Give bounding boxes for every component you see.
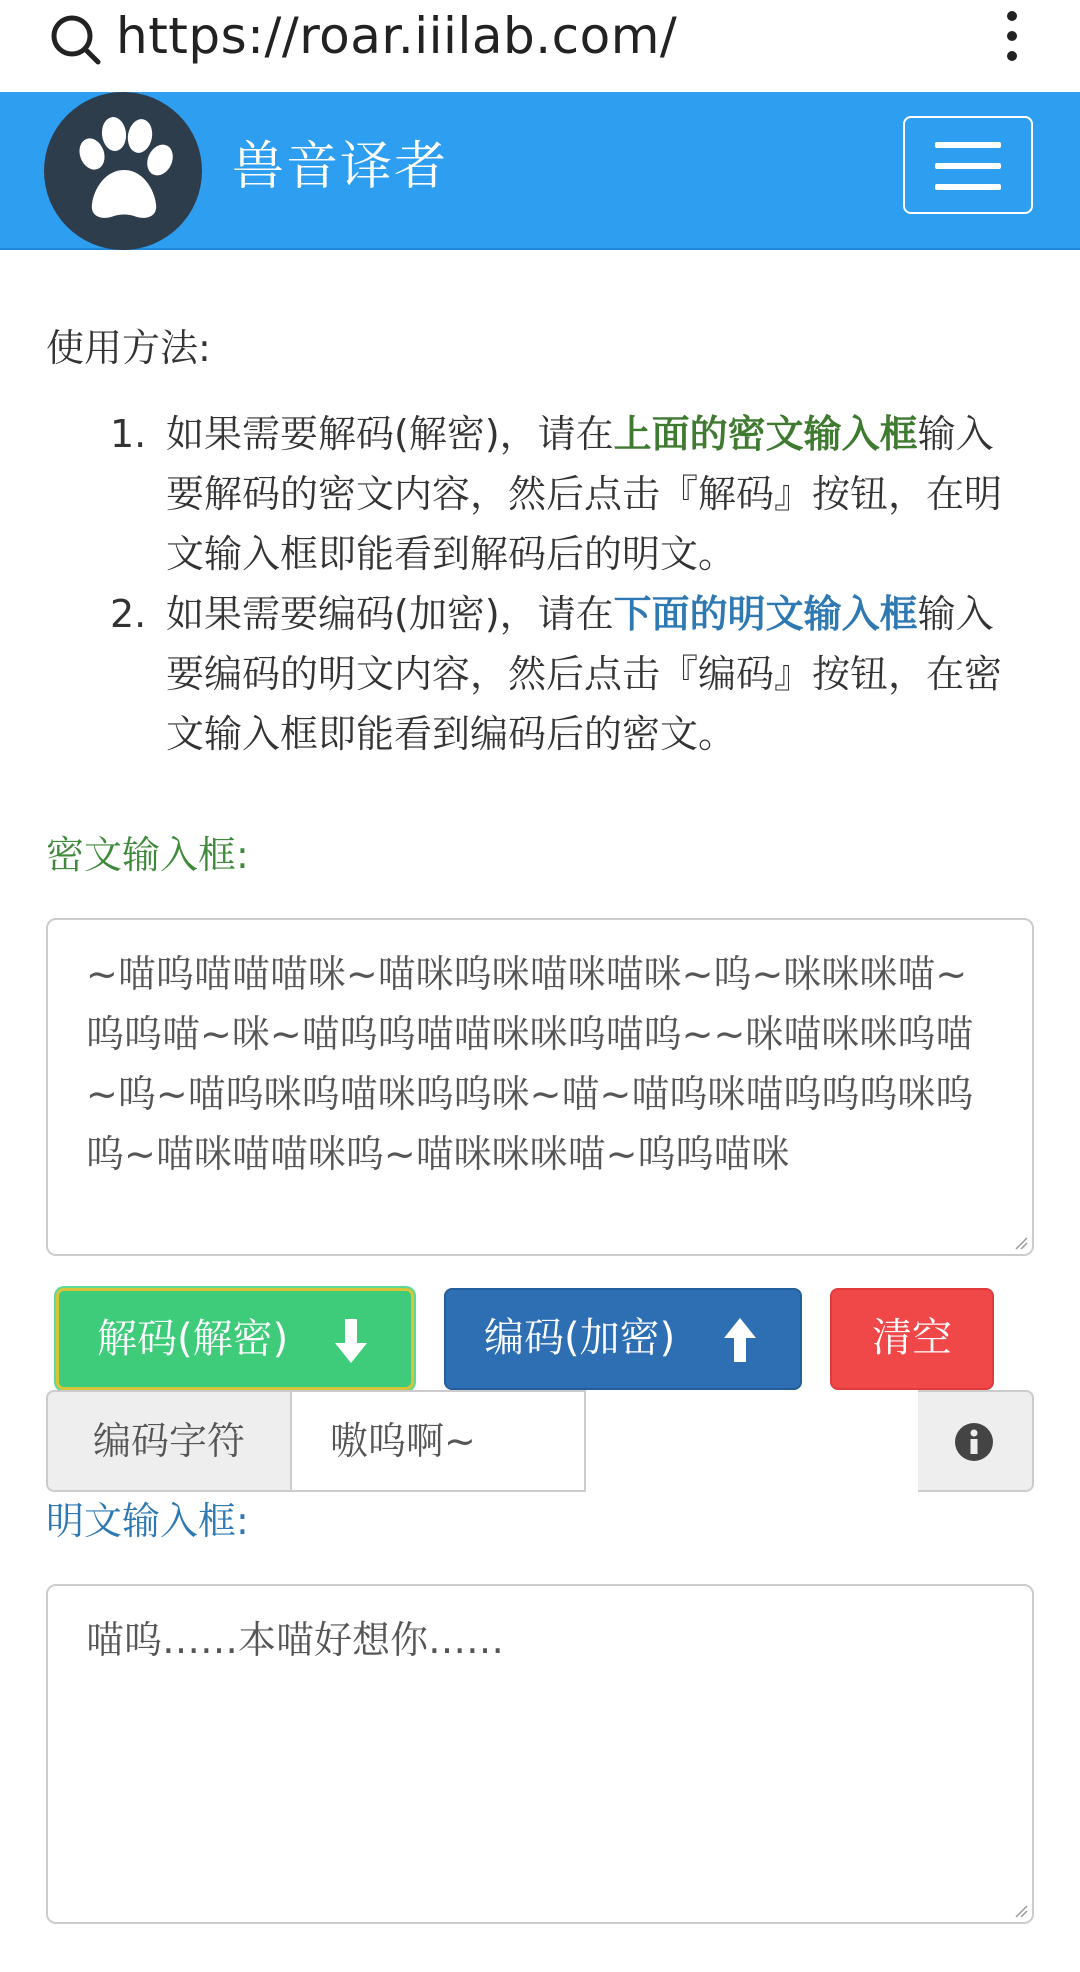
plain-text-value: 喵呜……本喵好想你……: [86, 1618, 505, 1662]
usage-item-text: 输入要编码的明文内容，然后点击『编码』按钮，在密文输入框即能看到编码后的密文。: [166, 592, 1003, 756]
hamburger-menu-icon: [935, 184, 1001, 190]
usage-item-text: 如果需要解码(解密)，请在: [166, 412, 614, 456]
brand-title[interactable]: 兽音译者: [232, 137, 449, 197]
hamburger-menu-icon: [935, 163, 1001, 169]
nav-toggle-button[interactable]: [903, 116, 1033, 214]
usage-item-text: 输入要解码的密文内容，然后点击『解码』按钮，在明文输入框即能看到解码后的明文。: [166, 412, 1003, 576]
arrow-up-icon: [720, 1316, 760, 1364]
cipher-textarea[interactable]: [46, 918, 1034, 1256]
usage-item-highlight: 下面的明文输入框: [613, 592, 918, 636]
plain-textarea[interactable]: [46, 1584, 1034, 1924]
resize-handle-icon[interactable]: [1014, 1904, 1028, 1918]
navbar: [0, 92, 1080, 250]
charset-info-button[interactable]: [918, 1390, 1034, 1492]
browser-url-bar: [0, 0, 1080, 92]
decode-button[interactable]: [56, 1288, 414, 1390]
usage-item-highlight: 上面的密文输入框: [613, 412, 918, 456]
hamburger-menu-icon: [935, 142, 1001, 148]
charset-input[interactable]: 嗷呜啊~: [290, 1390, 586, 1492]
cipher-text-value: ~喵呜喵喵喵咪~喵咪呜咪喵咪喵咪~呜~咪咪咪喵~呜呜喵~咪~喵呜呜喵喵咪咪呜喵呜~~咪喵咪咪呜喵~呜~喵呜咪呜喵咪呜呜咪~喵~喵呜咪喵呜呜呜咪呜呜~喵咪喵喵咪呜~喵咪咪咪喵~呜呜喵咪: [86, 952, 974, 1176]
usage-title: 使用方法:: [46, 326, 211, 370]
more-vertical-icon[interactable]: [994, 6, 1030, 66]
decode-button-label: 解码(解密): [97, 1316, 289, 1362]
usage-item: [110, 404, 1020, 584]
resize-handle-icon[interactable]: [1014, 1236, 1028, 1250]
usage-item-number: 2.: [110, 592, 147, 636]
clear-button[interactable]: 清空: [830, 1288, 994, 1390]
usage-item-text: 如果需要编码(加密)，请在: [166, 592, 614, 636]
charset-addon-label: 编码字符: [46, 1390, 290, 1492]
usage-item-number: 1.: [110, 412, 147, 456]
usage-list: [110, 404, 1020, 764]
paw-icon: [44, 92, 202, 250]
info-icon: [954, 1422, 994, 1462]
encode-button-label: 编码(加密): [484, 1315, 676, 1361]
encode-button[interactable]: [444, 1288, 802, 1390]
plain-label: 明文输入框:: [46, 1499, 249, 1543]
usage-item: [110, 584, 1020, 764]
url-text[interactable]: https://roar.iiilab.com/: [116, 7, 678, 65]
search-icon[interactable]: [48, 12, 104, 68]
arrow-down-icon: [331, 1317, 371, 1365]
cipher-label: 密文输入框:: [46, 833, 249, 877]
logo[interactable]: [44, 92, 202, 250]
